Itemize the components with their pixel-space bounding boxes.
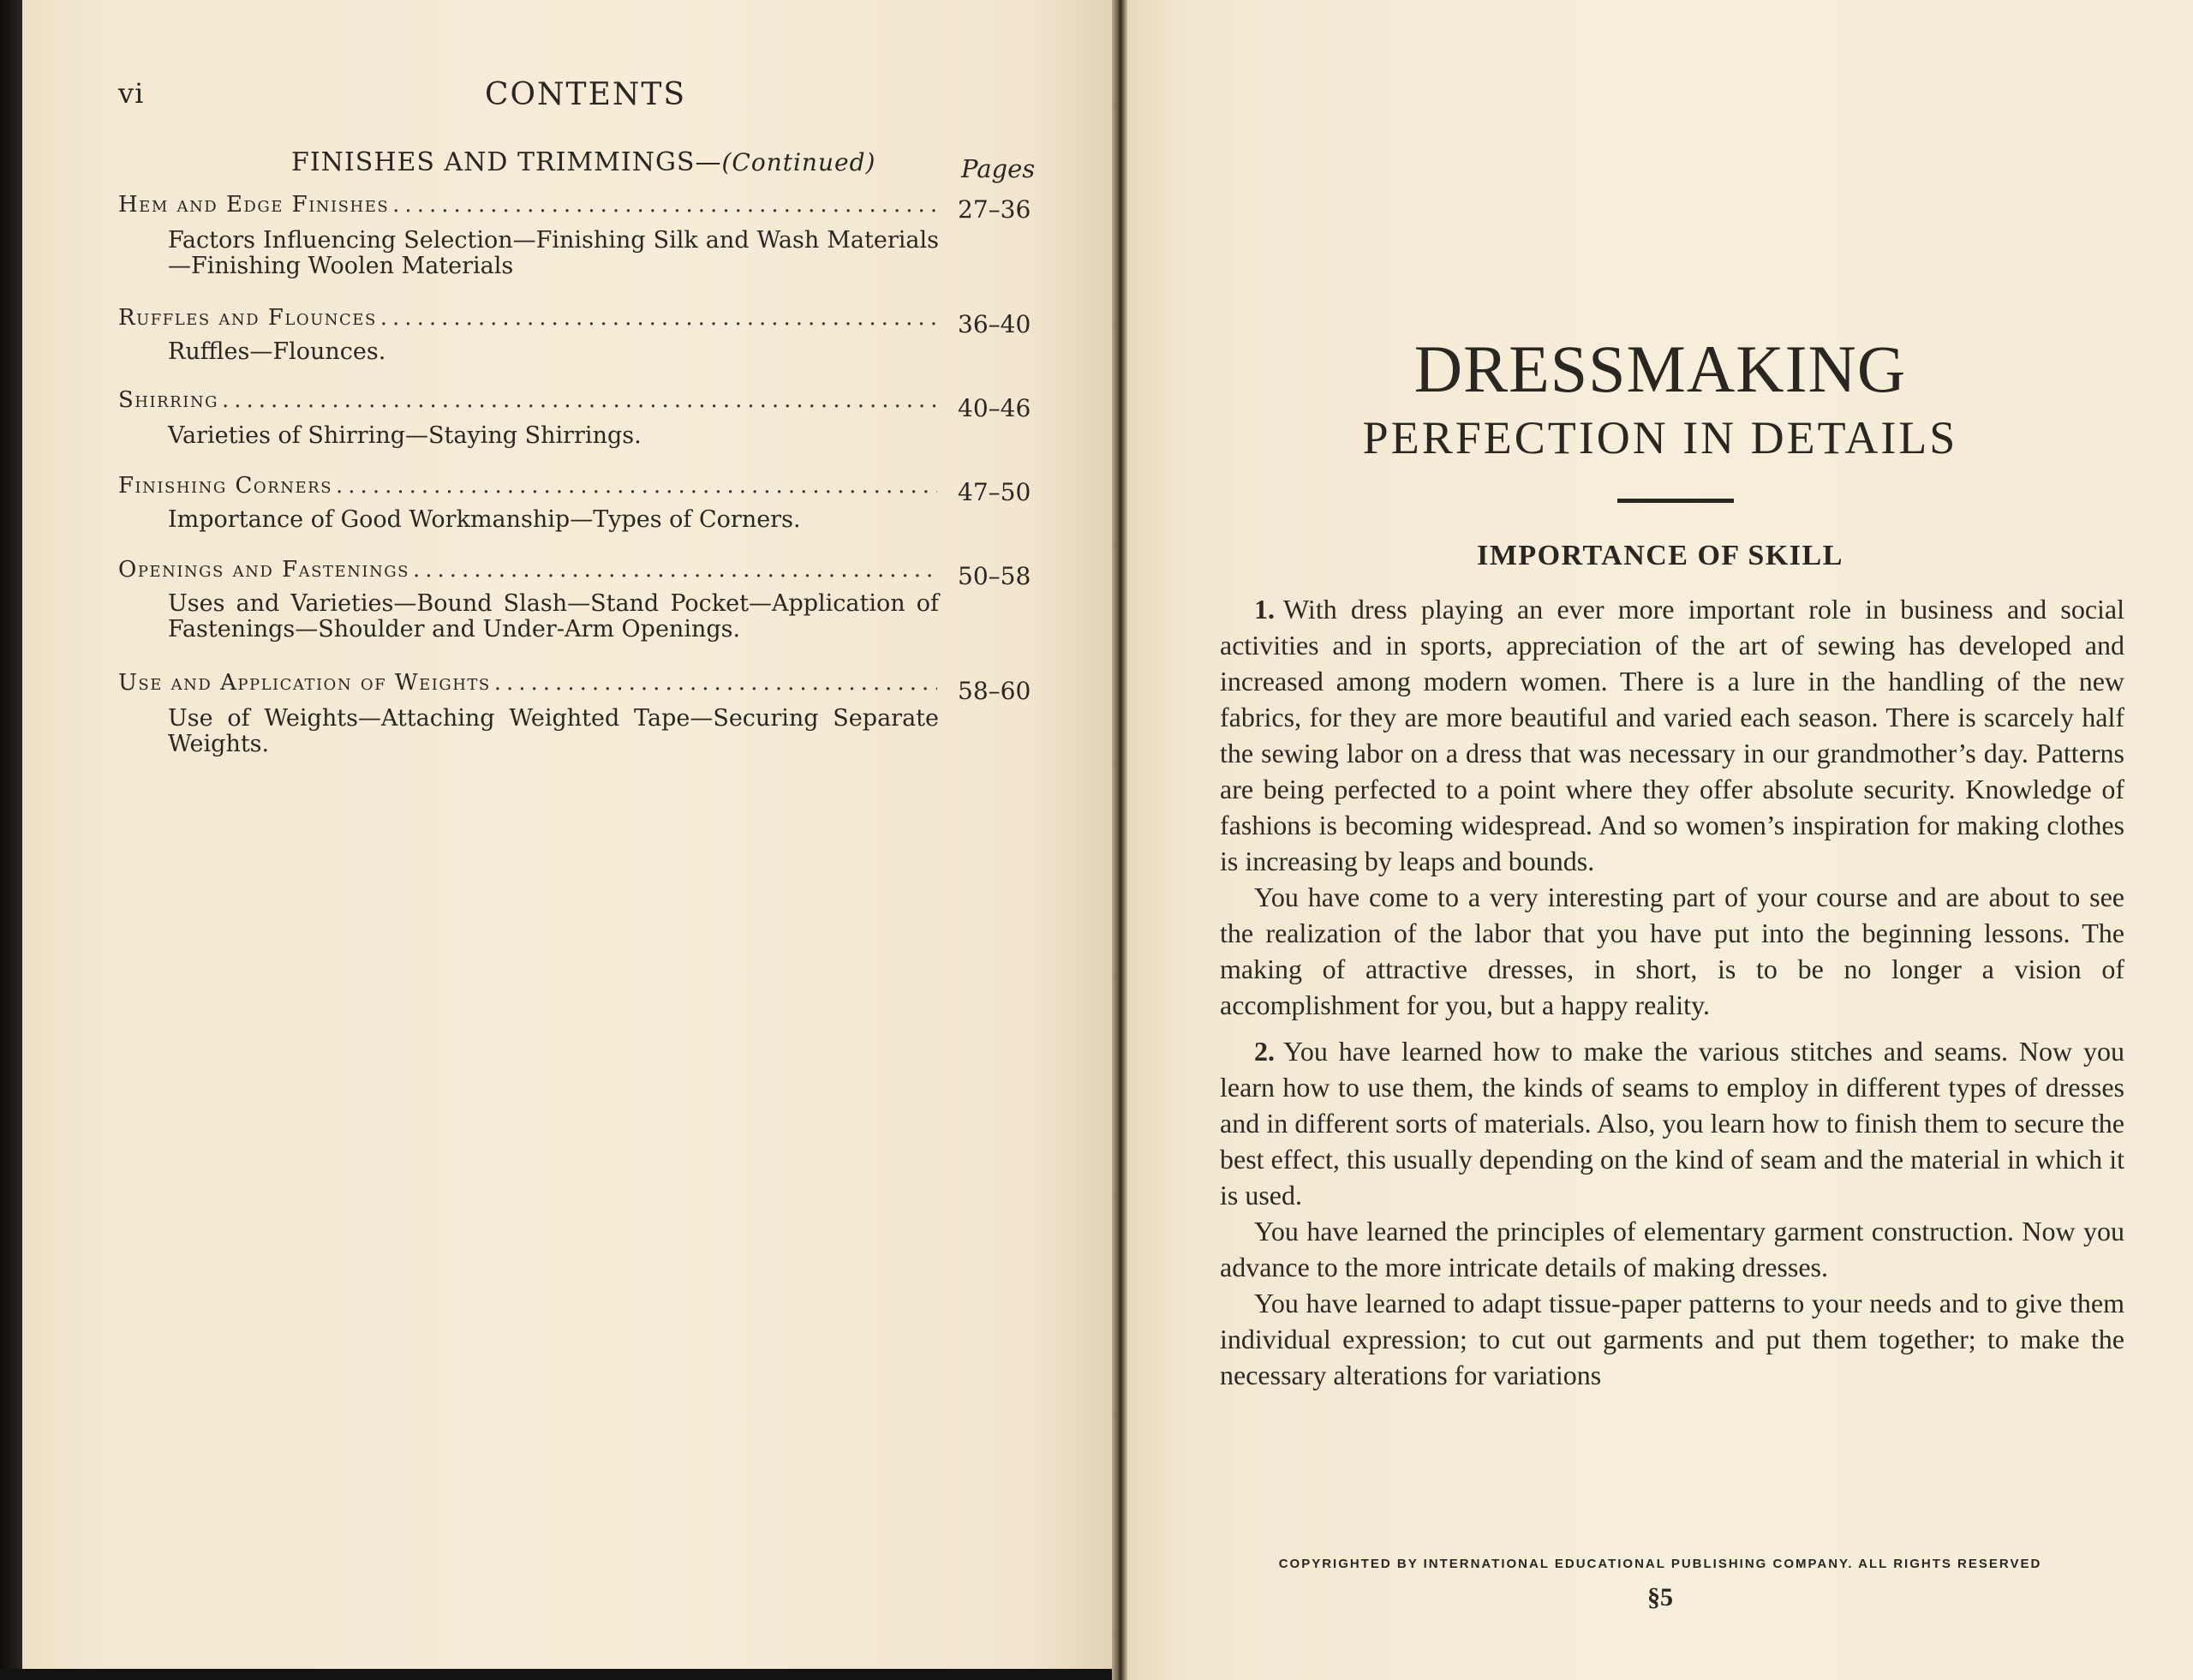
toc-entry-description: Use of Weights—Attaching Weighted Tape—Securing Separate Weights. [168,705,939,757]
toc-entry-pages: 27–36 [958,195,1031,224]
paragraph-number: 2. [1254,1036,1275,1067]
section-heading-text: FINISHES AND TRIMMINGS— [291,147,722,177]
copyright-notice: COPYRIGHTED BY INTERNATIONAL EDUCATIONAL PUBLISHING COMPANY. ALL RIGHTS RESERVED [1278,1557,2042,1571]
book-edge-shadow [0,0,22,1680]
toc-entry-openings-fastenings [118,557,937,583]
body-paragraph [1220,1213,2124,1285]
book-subtitle: PERFECTION IN DETAILS [1362,412,1958,463]
page-folio: vi [118,77,145,110]
toc-entry-pages: 36–40 [958,310,1031,338]
toc-leader-dots [336,473,937,499]
toc-entry-hem-edge-finishes [118,192,937,218]
body-paragraph [1220,879,2124,1023]
toc-entry-description: Factors Influencing Selection—Finishing Silk and Wash Materials—Finishing Woolen Materials [168,227,939,279]
body-paragraph [1220,1285,2124,1393]
section-heading-continued: (Continued) [721,148,876,176]
book-title: DRESSMAKING [1413,332,1907,406]
paragraph-text: You have learned to adapt tissue-paper patterns to your needs and to give them individual expression; to cut out garments and put them together; to make the necessary alterations for variations [1220,1288,2124,1390]
toc-entry-description: Uses and Varieties—Bound Slash—Stand Pocket—Application of Fastenings—Shoulder and Under-Arm Openings. [168,590,939,643]
toc-entry-label: Use and Application of Weights [118,670,491,696]
section-heading [291,147,875,177]
toc-entry-pages: 47–50 [958,478,1031,506]
pages-column-label: Pages [961,154,1036,183]
paragraph-number: 1. [1254,594,1275,625]
toc-entry-label: Finishing Corners [118,473,333,499]
toc-entry-description: Ruffles—Flounces. [168,338,386,365]
toc-entry-pages: 40–46 [958,394,1031,422]
toc-entry-label: Shirring [118,387,218,413]
paragraph-text: You have learned the principles of elementary garment construction. Now you advance to the more intricate details of making dresses. [1220,1216,2124,1282]
body-paragraph [1220,591,2124,879]
toc-entry-label: Openings and Fastenings [118,557,409,583]
body-text [1220,591,2124,1393]
toc-entry-shirring [118,387,937,413]
page-bottom-edge [0,1669,1112,1680]
toc-leader-dots [494,670,937,696]
toc-entry-description: Importance of Good Workmanship—Types of Corners. [168,506,801,533]
toc-entry-ruffles-flounces [118,305,937,331]
toc-leader-dots [392,192,937,218]
body-paragraph [1220,1033,2124,1213]
toc-leader-dots [222,387,937,413]
contents-title: CONTENTS [485,77,687,112]
book-gutter [1112,0,1127,1680]
toc-entry-pages: 58–60 [958,677,1031,705]
toc-leader-dots [380,305,937,331]
paragraph-text: You have learned how to make the various stitches and seams. Now you learn how to use them, the kinds of seams to employ in different types of dresses and in different sorts of materials. Also, you learn how to finish them to secure the best effect, this usually depending on the kind of seam and the material in which it is used. [1220,1036,2124,1211]
toc-leader-dots [413,557,937,583]
toc-entry-pages: 50–58 [958,562,1031,590]
title-divider-rule [1617,499,1734,503]
toc-entry-label: Hem and Edge Finishes [118,192,390,218]
toc-entry-finishing-corners [118,473,937,499]
chapter-heading: IMPORTANCE OF SKILL [1477,540,1843,571]
section-mark: §5 [1647,1583,1673,1611]
toc-entry-weights [118,670,937,696]
toc-entry-label: Ruffles and Flounces [118,305,377,331]
toc-entry-description: Varieties of Shirring—Staying Shirrings. [168,422,642,449]
paragraph-text: You have come to a very interesting part of your course and are about to see the realization of the labor that you have put into the beginning lessons. The making of attractive dresses, in short, is to be no longer a vision of accomplishment for you, but a happy reality. [1220,882,2124,1020]
paragraph-text: With dress playing an ever more important role in business and social activities and in sports, appreciation of the art of sewing has developed and increased among modern women. There is a lure in the handling of the new fabrics, for they are more beautiful and varied each season. There is scarcely half the sewing labor on a dress that was necessary in our grandmother’s day. Patterns are being perfected to a point where they offer absolute security. Knowledge of fashions is becoming widespread. And so women’s inspiration for making clothes is increasing by leaps and bounds. [1220,594,2124,876]
